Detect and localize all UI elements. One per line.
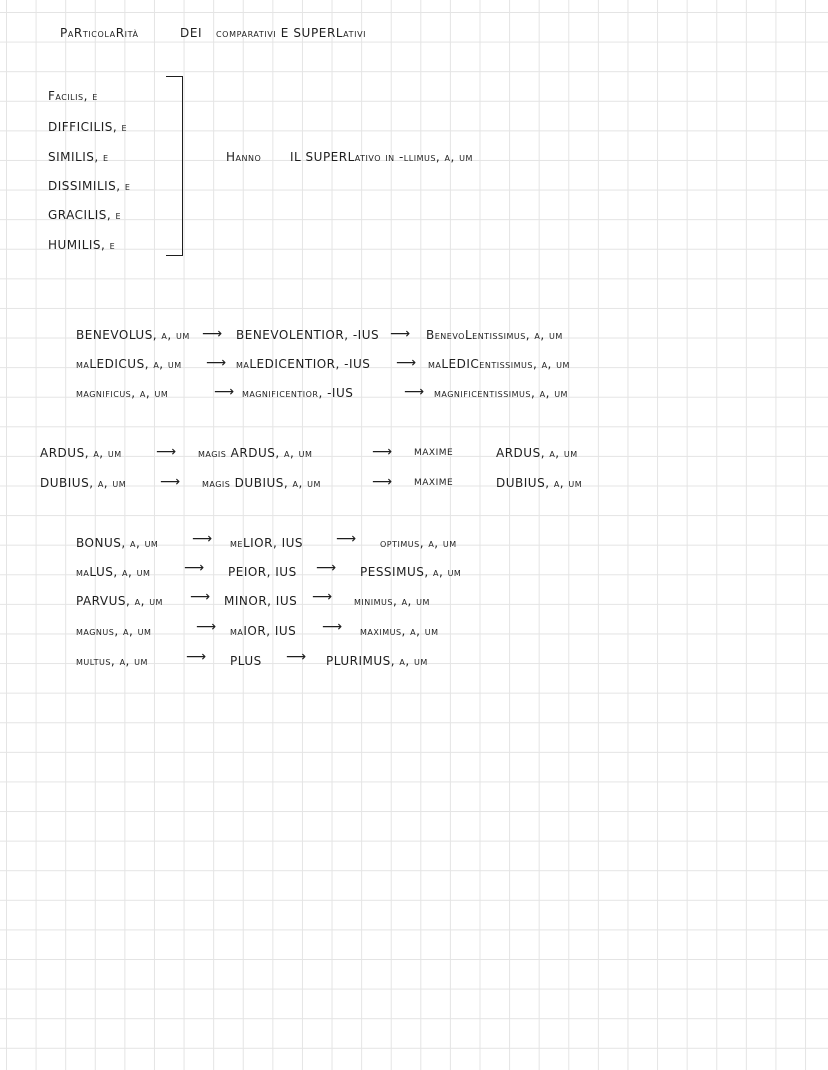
arrow-icon: ⟶ <box>404 384 425 400</box>
arrow-icon: ⟶ <box>206 355 227 371</box>
superlative-form: PESSIMUS, a, um <box>360 565 462 579</box>
superlative-maxime: maxime <box>414 474 454 489</box>
adjective-item: DIFFICILIS, e <box>48 120 128 134</box>
comparative-form: maLEDICENTIOR, -IUS <box>236 357 371 371</box>
arrow-icon: ⟶ <box>322 619 343 635</box>
comparative-form: magis DUBIUS, a, um <box>202 476 321 490</box>
comparative-form: MINOR, IUS <box>224 594 298 608</box>
arrow-icon: ⟶ <box>184 560 205 576</box>
arrow-icon: ⟶ <box>156 444 177 460</box>
right-bracket <box>166 76 183 256</box>
arrow-icon: ⟶ <box>190 589 211 605</box>
positive-form: BENEVOLUS, a, um <box>76 328 190 342</box>
arrow-icon: ⟶ <box>390 326 411 342</box>
positive-form: BONUS, a, um <box>76 536 159 550</box>
comparative-form: PEIOR, IUS <box>228 565 297 579</box>
comparative-form: meLIOR, IUS <box>230 536 304 550</box>
adjective-item: DISSIMILIS, e <box>48 179 131 193</box>
title-word-rest: comparativi E SUPERLativi <box>216 26 367 40</box>
superlative-form: PLURIMUS, a, um <box>326 654 428 668</box>
arrow-icon: ⟶ <box>316 560 337 576</box>
arrow-icon: ⟶ <box>372 444 393 460</box>
rule-word: Hanno <box>226 150 262 164</box>
positive-form: maLEDICUS, a, um <box>76 357 182 371</box>
adjective-item: GRACILIS, e <box>48 208 122 222</box>
arrow-icon: ⟶ <box>286 649 307 665</box>
positive-form: DUBIUS, a, um <box>40 476 127 490</box>
arrow-icon: ⟶ <box>396 355 417 371</box>
arrow-icon: ⟶ <box>192 531 213 547</box>
superlative-form: maLEDICentissimus, a, um <box>428 357 570 371</box>
arrow-icon: ⟶ <box>372 474 393 490</box>
superlative-form: BenevoLentissimus, a, um <box>426 328 563 342</box>
superlative-form: DUBIUS, a, um <box>496 476 583 490</box>
positive-form: multus, a, um <box>76 654 148 668</box>
positive-form: magnus, a, um <box>76 624 152 638</box>
arrow-icon: ⟶ <box>196 619 217 635</box>
adjective-item: Facilis, e <box>48 89 98 103</box>
comparative-form: BENEVOLENTIOR, -IUS <box>236 328 380 342</box>
superlative-form: maximus, a, um <box>360 624 439 638</box>
superlative-maxime: maxime <box>414 444 454 459</box>
comparative-form: magis ARDUS, a, um <box>198 446 313 460</box>
rule-text: IL SUPERLativo in -llimus, a, um <box>290 150 473 164</box>
adjective-item: HUMILIS, e <box>48 238 116 252</box>
title-word-dei: DEI <box>180 26 203 40</box>
title-word-particolarita: PaRticolaRità <box>60 26 139 40</box>
adjective-item: SIMILIS, e <box>48 150 109 164</box>
arrow-icon: ⟶ <box>336 531 357 547</box>
arrow-icon: ⟶ <box>186 649 207 665</box>
arrow-icon: ⟶ <box>312 589 333 605</box>
superlative-form: optimus, a, um <box>380 536 457 550</box>
arrow-icon: ⟶ <box>160 474 181 490</box>
positive-form: maLUS, a, um <box>76 565 151 579</box>
superlative-form: ARDUS, a, um <box>496 446 578 460</box>
arrow-icon: ⟶ <box>214 384 235 400</box>
comparative-form: PLUS <box>230 654 262 668</box>
comparative-form: maIOR, IUS <box>230 624 297 638</box>
positive-form: PARVUS, a, um <box>76 594 163 608</box>
positive-form: ARDUS, a, um <box>40 446 122 460</box>
arrow-icon: ⟶ <box>202 326 223 342</box>
superlative-form: magnificentissimus, a, um <box>434 386 568 400</box>
superlative-form: minimus, a, um <box>354 594 430 608</box>
comparative-form: magnificentior, -IUS <box>242 386 354 400</box>
positive-form: magnificus, a, um <box>76 386 169 400</box>
